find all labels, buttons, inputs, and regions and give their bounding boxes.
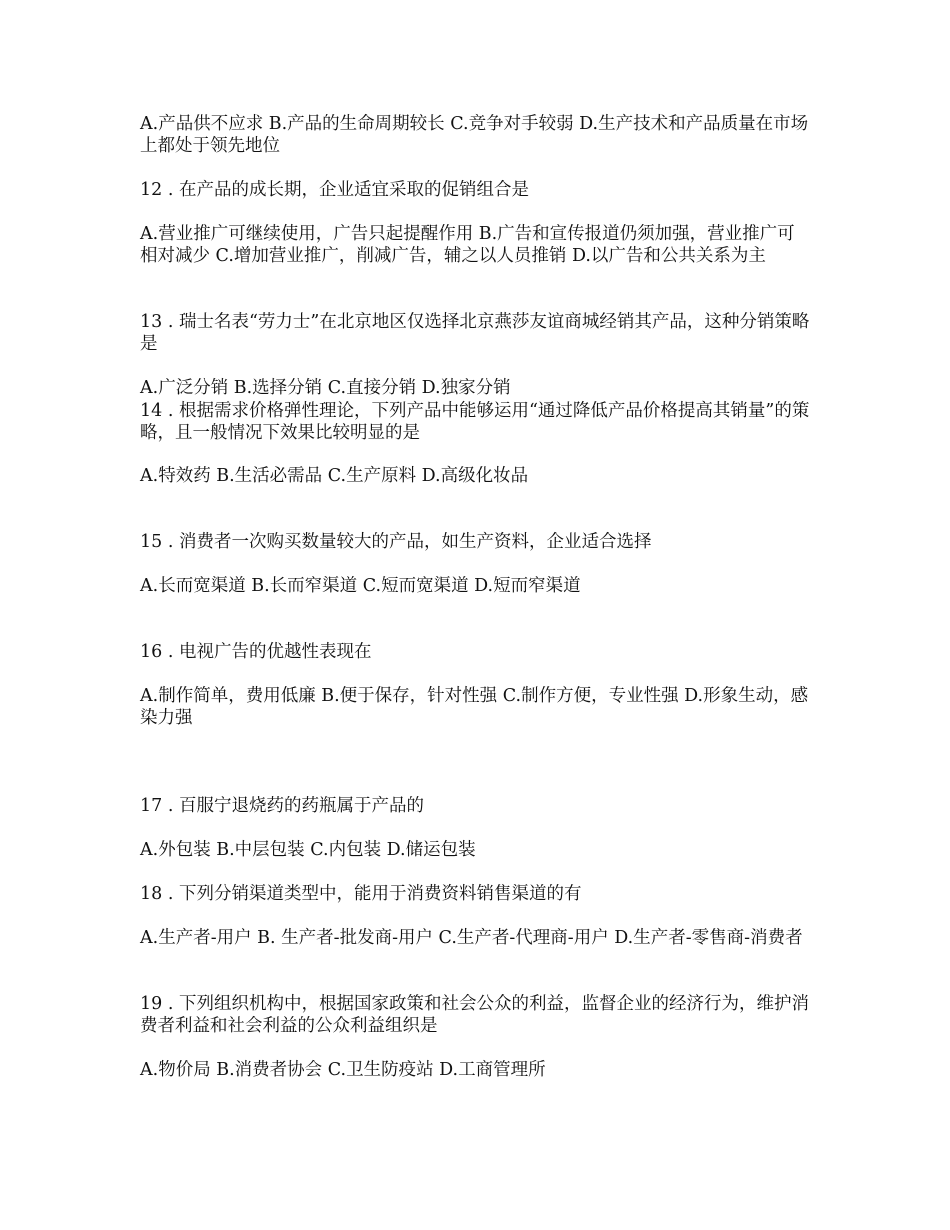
question-14: 14 . 根据需求价格弹性理论，下列产品中能够运用“通过降低产品价格提高其销量”的策略，且一般情况下效果比较明显的是 <box>140 401 810 443</box>
answer-options-12: A.营业推广可继续使用，广告只起提醒作用 B.广告和宣传报道仍须加强，营业推广可相对减少 C.增加营业推广，削减广告，辅之以人员推销 D.以广告和公共关系为主 <box>140 224 795 266</box>
question-19: 19 . 下列组织机构中，根据国家政策和社会公众的利益，监督企业的经济行为，维护消费者利益和社会利益的公众利益组织是 <box>140 994 809 1036</box>
answer-options-13: A.广泛分销 B.选择分销 C.直接分销 D.独家分销 <box>140 378 511 398</box>
question-16: 16 . 电视广告的优越性表现在 <box>140 642 372 662</box>
answer-options-15: A.长而宽渠道 B.长而窄渠道 C.短而宽渠道 D.短而窄渠道 <box>140 576 581 596</box>
answer-options-17: A.外包装 B.中层包装 C.内包装 D.储运包装 <box>140 840 476 860</box>
answer-options-19: A.物价局 B.消费者协会 C.卫生防疫站 D.工商管理所 <box>140 1060 546 1080</box>
question-13: 13 . 瑞士名表“劳力士”在北京地区仅选择北京燕莎友谊商城经销其产品，这种分销策略是 <box>140 312 810 354</box>
question-17: 17 . 百服宁退烧药的药瓶属于产品的 <box>140 796 424 816</box>
question-18: 18 . 下列分销渠道类型中，能用于消费资料销售渠道的有 <box>140 884 582 904</box>
answer-options-11: A.产品供不应求 B.产品的生命周期较长 C.竞争对手较弱 D.生产技术和产品质量在市场上都处于领先地位 <box>140 114 809 156</box>
answer-options-16: A.制作简单，费用低廉 B.便于保存，针对性强 C.制作方便，专业性强 D.形象生动，感染力强 <box>140 686 809 728</box>
answer-options-18: A.生产者-用户 B. 生产者-批发商-用户 C.生产者-代理商-用户 D.生产者-零售商-消费者 <box>140 928 803 948</box>
question-12: 12 . 在产品的成长期，企业适宜采取的促销组合是 <box>140 180 529 200</box>
question-15: 15 . 消费者一次购买数量较大的产品，如生产资料，企业适合选择 <box>140 532 652 552</box>
answer-options-14: A.特效药 B.生活必需品 C.生产原料 D.高级化妆品 <box>140 466 529 486</box>
